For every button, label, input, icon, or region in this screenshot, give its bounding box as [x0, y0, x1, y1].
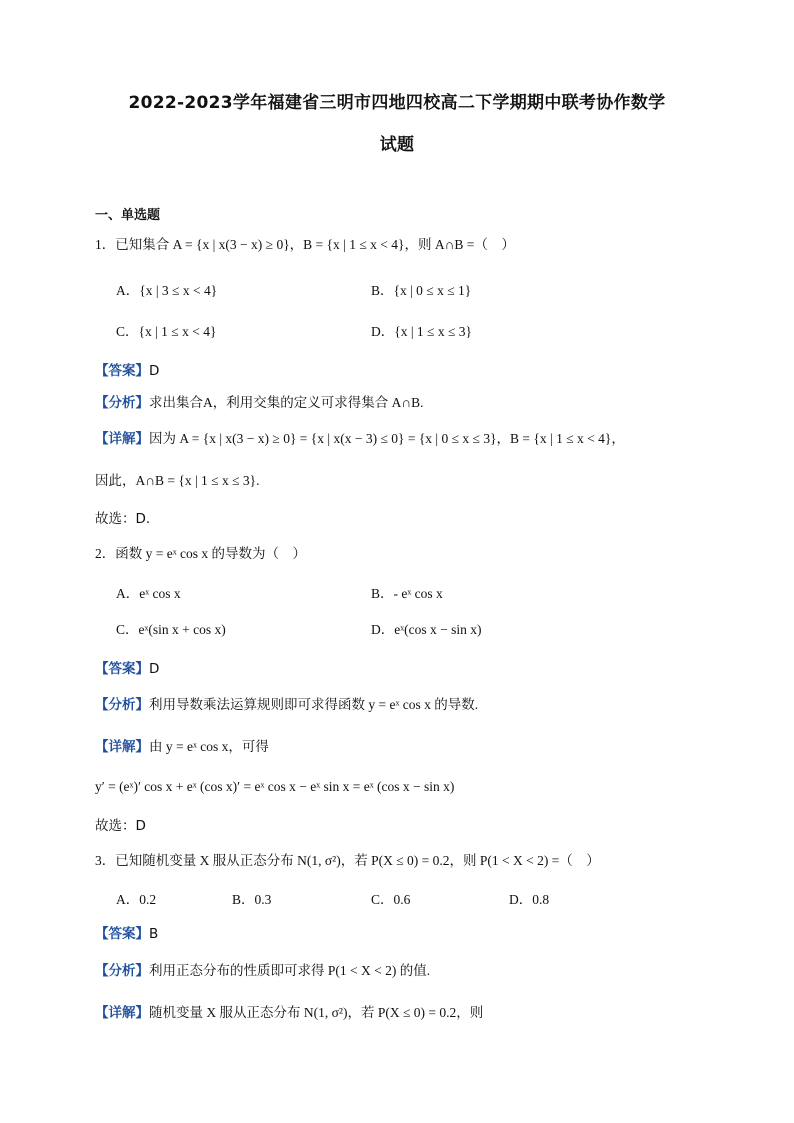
- q3-option-a: A．0.2: [116, 892, 157, 907]
- q2-answer-row: [95, 657, 159, 677]
- q2-analysis: 利用导数乘法运算规则即可求得函数 y = eˣ cos x 的导数.: [149, 697, 479, 712]
- q2-analysis-row: [95, 693, 478, 713]
- q3-answer: B: [149, 926, 159, 942]
- q3-stem: 3．已知随机变量 X 服从正态分布 N(1, σ²)，若 P(X ≤ 0) = 0.2，则 P(1 < X < 2) =（ ）: [95, 853, 600, 868]
- doc-title-line2: 试题: [379, 135, 415, 155]
- section-heading: 一、单选题: [95, 208, 161, 223]
- q3-detail-row: [95, 1001, 483, 1021]
- q1-detail: 因为 A = {x | x(3 − x) ≥ 0} = {x | x(x − 3) ≤ 0} = {x | 0 ≤ x ≤ 3}，B = {x | 1 ≤ x < 4}，: [149, 431, 625, 446]
- q1-option-d: D．{x | 1 ≤ x ≤ 3}: [371, 324, 472, 339]
- q3-analysis: 利用正态分布的性质即可求得 P(1 < X < 2) 的值.: [149, 963, 431, 978]
- q2-option-c: C．eˣ(sin x + cos x): [116, 622, 226, 637]
- answer-tag: 【答案】: [95, 926, 149, 942]
- answer-tag: 【答案】: [95, 363, 149, 379]
- doc-title-line1: 2022-2023学年福建省三明市四地四校高二下学期期中联考协作数学: [128, 93, 666, 113]
- q3-analysis-row: [95, 959, 430, 979]
- q2-stem: 2．函数 y = eˣ cos x 的导数为（ ）: [95, 546, 307, 561]
- q1-option-a: A．{x | 3 ≤ x < 4}: [116, 283, 218, 298]
- q2-formula: y′ = (eˣ)′ cos x + eˣ (cos x)′ = eˣ cos x − eˣ sin x = eˣ (cos x − sin x): [95, 779, 455, 794]
- q1-option-b: B．{x | 0 ≤ x ≤ 1}: [371, 283, 472, 298]
- q2-detail: 由 y = eˣ cos x，可得: [149, 739, 269, 754]
- q1-answer-row: [95, 359, 159, 379]
- q1-detail-continued: 因此，A∩B = {x | 1 ≤ x ≤ 3}.: [95, 473, 260, 488]
- q3-option-c: C．0.6: [371, 892, 411, 907]
- q3-option-b: B．0.3: [232, 892, 272, 907]
- q1-option-c: C．{x | 1 ≤ x < 4}: [116, 324, 217, 339]
- detail-tag: 【详解】: [95, 1005, 149, 1021]
- q1-stem: 1．已知集合 A = {x | x(3 − x) ≥ 0}，B = {x | 1 ≤ x < 4}，则 A∩B =（ ）: [95, 237, 515, 252]
- analysis-tag: 【分析】: [95, 697, 149, 713]
- q1-answer: D: [149, 363, 160, 379]
- q2-option-b: B．- eˣ cos x: [371, 586, 443, 601]
- q3-answer-row: [95, 922, 158, 942]
- q1-analysis: 求出集合A，利用交集的定义可求得集合 A∩B.: [149, 395, 424, 410]
- detail-tag: 【详解】: [95, 431, 149, 447]
- analysis-tag: 【分析】: [95, 963, 149, 979]
- analysis-tag: 【分析】: [95, 395, 149, 411]
- q2-answer: D: [149, 661, 160, 677]
- detail-tag: 【详解】: [95, 739, 149, 755]
- q1-choice: 故选：D.: [95, 511, 151, 527]
- q3-detail: 随机变量 X 服从正态分布 N(1, σ²)，若 P(X ≤ 0) = 0.2，则: [149, 1005, 484, 1020]
- q3-option-d: D．0.8: [509, 892, 550, 907]
- answer-tag: 【答案】: [95, 661, 149, 677]
- q1-detail-row: [95, 427, 625, 447]
- q1-analysis-row: [95, 391, 424, 411]
- q2-detail-row: [95, 735, 269, 755]
- q2-option-a: A．eˣ cos x: [116, 586, 181, 601]
- q2-choice: 故选：D: [95, 818, 146, 834]
- q2-option-d: D．eˣ(cos x − sin x): [371, 622, 482, 637]
